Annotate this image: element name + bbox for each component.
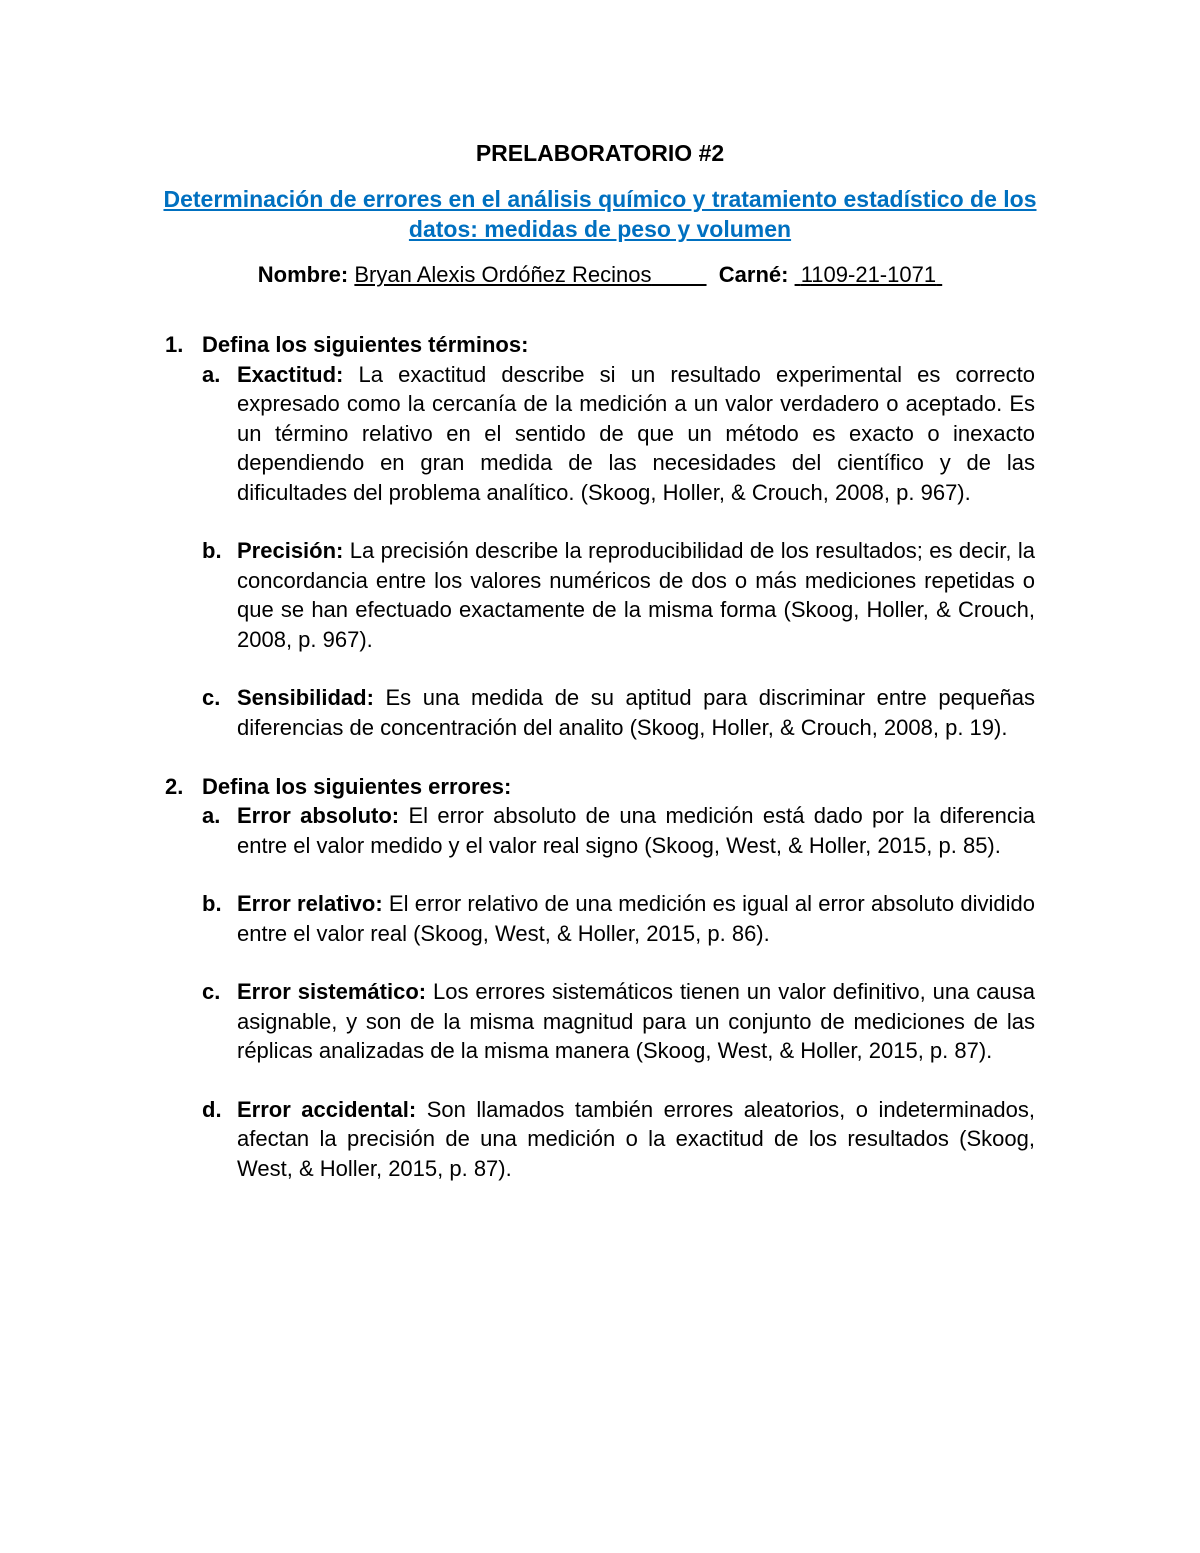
item-term: Exactitud: — [237, 361, 344, 387]
item-letter: a. — [202, 361, 221, 387]
item-letter: c. — [202, 979, 221, 1004]
item-description: La precisión describe la reproducibilidad de los resultados; es decir, la concordancia entre los valores numéricos de dos o más mediciones repetidas o que se han efectuado exactamente de la misma forma (Skoog, Holler, & Crouch, 2008, p. 967). — [237, 538, 1035, 652]
list-item — [202, 536, 1035, 654]
item-description: Es una medida de su aptitud para discriminar entre pequeñas diferencias de concentración del analito (Skoog, Holler, & Crouch, 2008, p. 19). — [237, 685, 1035, 740]
item-term: Precisión: — [237, 538, 344, 563]
item-letter: a. — [202, 803, 221, 828]
id-value: 1109-21-1071 — [800, 262, 937, 287]
item-term: Error sistemático: — [237, 979, 427, 1004]
item-letter: b. — [202, 891, 222, 916]
list-item — [202, 889, 1035, 948]
subtitle-text: Determinación de errores en el análisis químico y tratamiento estadístico de los datos: medidas de peso y volumen — [163, 186, 1037, 242]
document-body — [165, 330, 1035, 1183]
list-item — [202, 683, 1035, 742]
list-item — [202, 1095, 1035, 1184]
section-title: Defina los siguientes términos: — [202, 332, 529, 357]
id-label: Carné: — [718, 262, 789, 287]
item-letter: c. — [202, 685, 221, 710]
section-number: 1. — [165, 332, 184, 357]
section-terms — [165, 330, 1035, 742]
item-description: El error absoluto de una medición está dado por la diferencia entre el valor medido y el valor real signo (Skoog, West, & Holler, 2015, p. 85). — [237, 803, 1035, 858]
item-letter: b. — [202, 538, 222, 563]
item-term: Sensibilidad: — [237, 685, 374, 710]
item-description: Son llamados también errores aleatorios, o indeterminados, afectan la precisión de una medición o la exactitud de los resultados (Skoog, West, & Holler, 2015, p. 87). — [237, 1096, 1036, 1181]
section-number: 2. — [165, 773, 184, 799]
student-info — [0, 262, 1200, 288]
item-description: El error relativo de una medición es igual al error absoluto dividido entre el valor real (Skoog, West, & Holler, 2015, p. 86). — [237, 891, 1035, 946]
page-subtitle — [150, 184, 1050, 244]
list-item — [202, 977, 1035, 1066]
item-letter: d. — [202, 1096, 222, 1122]
item-description: La exactitud describe si un resultado experimental es correcto expresado como la cercanía de la medición a un valor verdadero o aceptado. Es un término relativo en el sentido de que un método es exacto o inexacto dependiendo en gran medida de las necesidades del científico y de las dificultades del problema analítico. (Skoog, Holler, & Crouch, 2008, p. 967). — [237, 361, 1035, 505]
list-item — [202, 801, 1035, 860]
name-label: Nombre: — [257, 262, 349, 287]
section-title: Defina los siguientes errores: — [202, 773, 512, 799]
page-title: PRELABORATORIO #2 — [475, 140, 725, 166]
item-description: Los errores sistemáticos tienen un valor definitivo, una causa asignable, y son de la misma magnitud para un conjunto de mediciones de las réplicas analizadas de la misma manera (Skoog, West, & Holler, 2015, p. 87). — [237, 979, 1035, 1063]
name-value: Bryan Alexis Ordóñez Recinos — [354, 262, 652, 287]
list-item — [202, 360, 1035, 508]
item-term: Error absoluto: — [237, 803, 400, 828]
section-errors — [165, 772, 1035, 1184]
item-term: Error relativo: — [237, 891, 383, 916]
item-term: Error accidental: — [237, 1096, 417, 1122]
